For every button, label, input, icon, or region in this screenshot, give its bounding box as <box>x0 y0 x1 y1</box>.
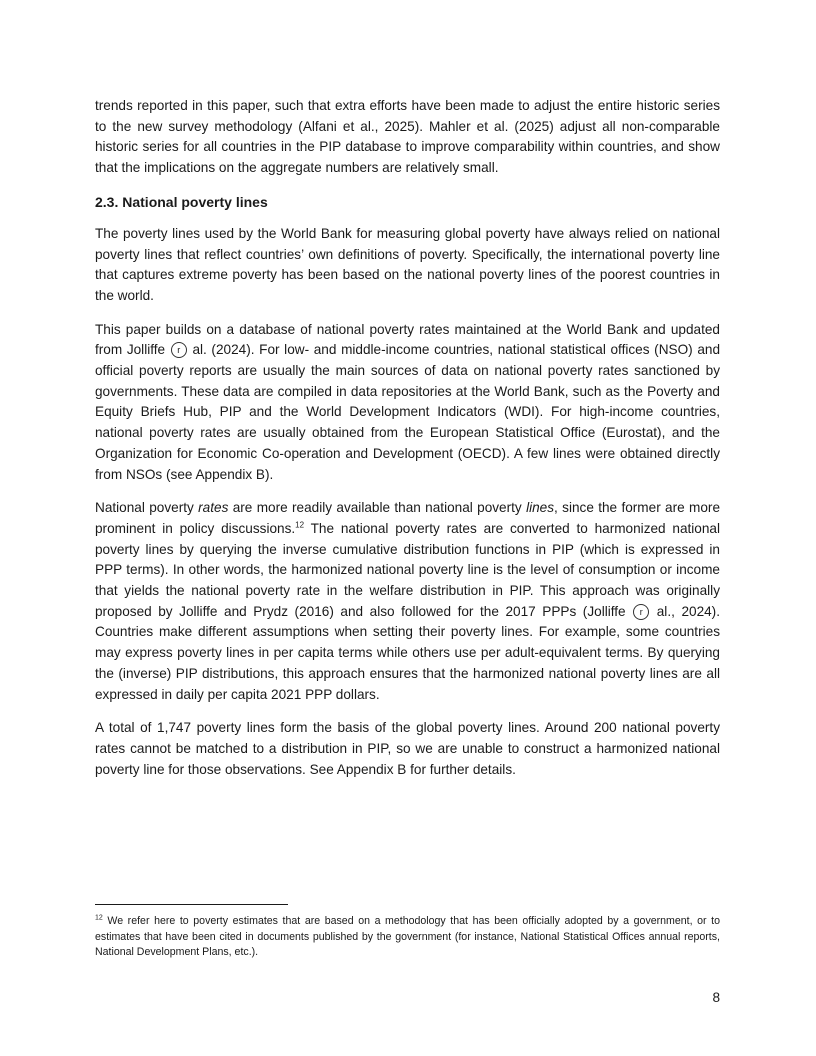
paragraph-total-lines: A total of 1,747 poverty lines form the basis of the global poverty lines. Around 200 national poverty rates cannot be matched to a distribution in PIP, so we are unable to construct a harmonized national poverty line for those observations. See Appendix B for further details. <box>95 720 720 777</box>
text-segment: , since the former are more prominent in policy discussions. <box>95 500 721 536</box>
paragraph-survey-methodology: trends reported in this paper, such that extra efforts have been made to adjust the entire historic series to the new survey methodology (Alfani et al., 2025). Mahler et al. (2025) adjust all non-comparable historic series for all countries in the PIP database to improve comparability within countries, and show that the implications on the aggregate numbers are relatively small. <box>95 98 720 176</box>
text-segment: are more readily available than national poverty <box>232 500 522 516</box>
circled-r-symbol: r <box>633 604 649 620</box>
section-heading-national-poverty-lines: 2.3. National poverty lines <box>95 193 268 210</box>
footnote-number: 12 <box>95 914 103 922</box>
page-body <box>95 96 720 793</box>
paragraph-poverty-lines-intro: The poverty lines used by the World Bank for measuring global poverty have always relied on national poverty lines that reflect countries’ own definitions of poverty. Specifically, the international poverty line that captures extreme poverty has been based on the national poverty lines of the poorest countries in the world. <box>95 225 720 303</box>
italic-rates: rates <box>198 500 229 516</box>
text-segment: al. (2024). For low- and middle-income countries, national statistical offices (NSO) and official poverty reports are usually the main sources of data on national poverty rates sanctioned by governments. These data are compiled in data repositories at the World Bank, such as the Poverty and Equity Briefs Hub, PIP and the World Development Indicators (WDI). For high-income countries, national poverty rates are usually obtained from the European Statistical Office (Eurostat), and the Organization for Economic Co-operation and Development (OECD). A few lines were obtained directly from NSOs (see Appendix B). <box>95 342 721 482</box>
footnote-reference-12[interactable]: 12 <box>295 520 305 530</box>
text-segment: This paper builds on a database of national poverty rates maintained at the World Bank and updated from Jolliffe <box>95 321 720 358</box>
footnote-12 <box>95 914 720 961</box>
italic-lines: lines <box>526 500 555 516</box>
page-number: 8 <box>712 990 720 1005</box>
text-segment: National poverty <box>95 500 194 516</box>
footnote-text: We refer here to poverty estimates that are based on a methodology that has been officially adopted by a government, or to estimates that have been cited in documents published by the government (for instance, National Statistical Offices annual reports, National Development Plans, etc.). <box>95 915 720 958</box>
text-segment: al., 2024). Countries make different assumptions when setting their poverty lines. For example, some countries may express poverty lines in per capita terms while others use per adult-equivalent terms. By querying the (inverse) PIP distributions, this approach ensures that the harmonized national poverty lines are all expressed in daily per capita 2021 PPP dollars. <box>95 603 720 702</box>
footnote-separator <box>95 904 288 905</box>
text-segment: The national poverty rates are converted to harmonized national poverty lines by querying the inverse cumulative distribution functions in PIP (which is expressed in PPP terms). In other words, the harmonized national poverty line is the level of consumption or income that yields the national poverty rate in the welfare distribution in PIP. This approach was originally proposed by Jolliffe and Prydz (2016) and also followed for the 2017 PPPs (Jolliffe <box>95 520 721 619</box>
paragraph-database <box>95 320 720 486</box>
paragraph-rates-to-lines <box>95 498 720 705</box>
circled-r-symbol: r <box>171 342 187 358</box>
